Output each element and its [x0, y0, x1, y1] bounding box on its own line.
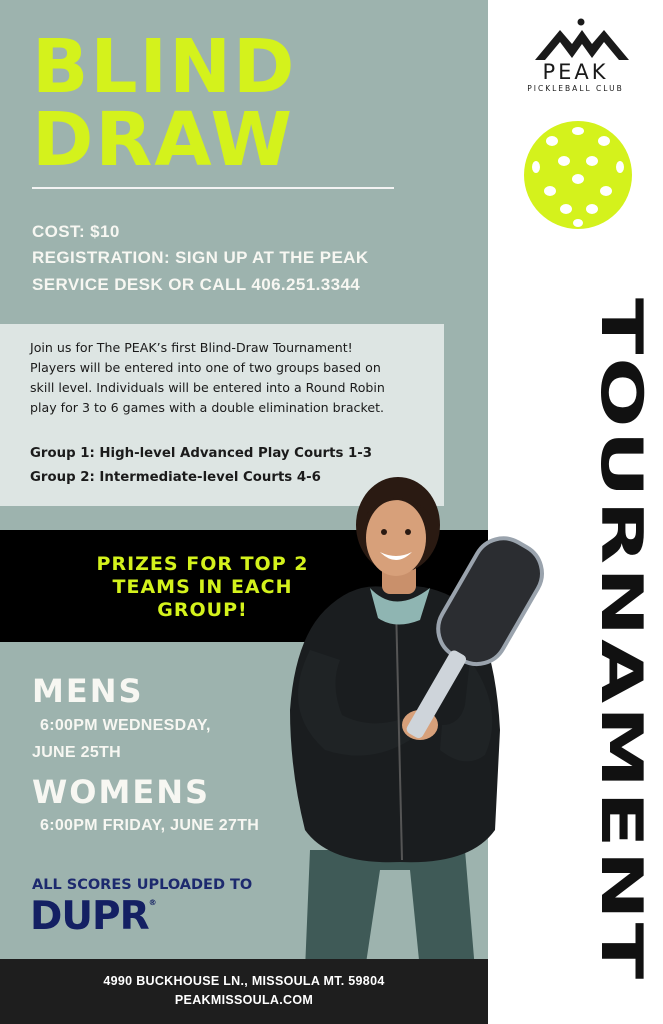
description-line: Join us for The PEAK’s first Blind-Draw Tournament! — [30, 340, 353, 355]
headline-blind: BLIND — [32, 24, 297, 110]
mens-time-line-2: JUNE 25TH — [32, 744, 121, 761]
brand-name: PEAK — [542, 60, 609, 84]
description-line: Players will be entered into one of two groups based on — [30, 360, 381, 375]
footer-address: 4990 BUCKHOUSE LN., MISSOULA MT. 59804 — [103, 974, 385, 988]
cost-text: COST: $10 — [32, 222, 120, 241]
registration-line-1: REGISTRATION: SIGN UP AT THE PEAK — [32, 248, 369, 267]
dupr-registered-mark: ® — [148, 898, 157, 907]
brand-subtitle: PICKLEBALL CLUB — [527, 84, 624, 93]
prize-line-1: PRIZES FOR TOP 2 — [96, 553, 309, 575]
description-text — [30, 338, 430, 418]
tournament-title: TOURNAMENT — [588, 298, 654, 770]
womens-heading: WOMENS — [32, 773, 211, 811]
registration-line-2: SERVICE DESK OR CALL 406.251.3344 — [32, 275, 361, 294]
group-1-text: Group 1: High-level Advanced Play Courts 1-3 — [30, 446, 373, 461]
mens-time-line-1: 6:00PM WEDNESDAY, — [40, 717, 211, 734]
player-photo — [270, 470, 520, 970]
footer-website[interactable]: PEAKMISSOULA.COM — [174, 993, 314, 1007]
vertical-title — [538, 290, 654, 990]
footer-bar — [0, 959, 488, 1024]
scores-text: ALL SCORES UPLOADED TO — [32, 877, 253, 893]
mens-heading: MENS — [32, 672, 144, 710]
group-2-text: Group 2: Intermediate-level Courts 4-6 — [30, 470, 321, 485]
prize-line-2: TEAMS IN EACH — [112, 576, 293, 598]
divider — [32, 187, 394, 189]
dupr-logo — [30, 894, 157, 939]
pickleball-icon — [522, 119, 634, 231]
headline-draw: DRAW — [32, 97, 294, 183]
prize-line-3: GROUP! — [157, 599, 248, 621]
dupr-wordmark: DUPR — [30, 894, 149, 939]
description-line: skill level. Individuals will be entered into a Round Robin — [30, 380, 385, 395]
womens-time: 6:00PM FRIDAY, JUNE 27TH — [40, 817, 260, 834]
description-line: play for 3 to 6 games with a double elimination bracket. — [30, 400, 385, 415]
